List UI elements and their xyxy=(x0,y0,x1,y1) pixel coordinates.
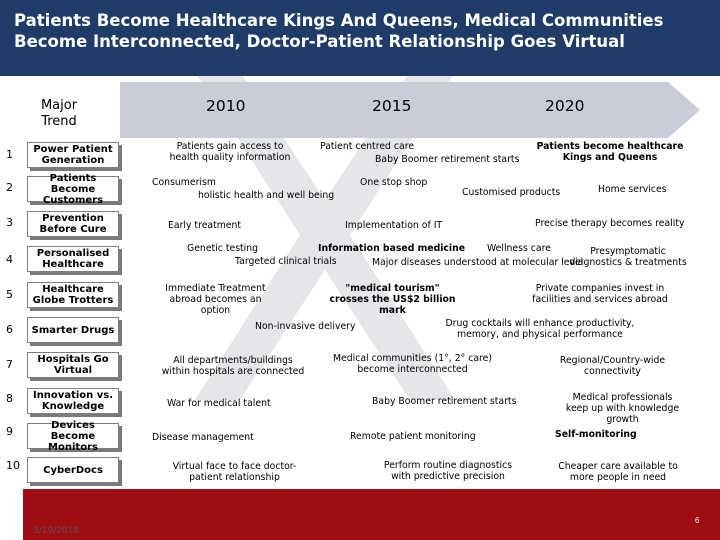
year-2015: 2015 xyxy=(372,97,412,115)
milestone: Information based medicine xyxy=(318,243,466,254)
milestone: Medical professionals keep up with knowledge growth xyxy=(565,392,680,425)
milestone: "medical tourism" crosses the US$2 billion mark xyxy=(329,283,456,316)
trend-number: 3 xyxy=(6,216,13,229)
trend-box: Personalised Healthcare xyxy=(27,246,119,272)
trend-box: Prevention Before Cure xyxy=(27,211,119,237)
milestone: holistic health and well being xyxy=(198,190,335,201)
milestone: Remote patient monitoring xyxy=(350,431,476,442)
milestone: Cheaper care available to more people in need xyxy=(558,461,678,483)
trend-box: Innovation vs. Knowledge xyxy=(27,388,119,414)
major-trend-header: Major Trend xyxy=(40,98,78,129)
trend-box: Hospitals Go Virtual xyxy=(27,352,119,378)
milestone: Non-invasive delivery xyxy=(255,321,356,332)
milestone: Major diseases understood at molecular level xyxy=(372,257,584,268)
milestone: Patient centred care xyxy=(320,141,415,152)
milestone: Presymptomatic diagnostics & treatments xyxy=(569,246,687,268)
footer-date: 3/19/2018 xyxy=(33,526,80,536)
milestone: Customised products xyxy=(462,187,561,198)
milestone: Self-monitoring xyxy=(555,429,637,440)
page-title: Patients Become Healthcare Kings And Queens, Medical Communities Become Interconnected, Doctor-Patient Relationship Goes Virtual xyxy=(14,11,664,51)
year-2010: 2010 xyxy=(206,97,246,115)
milestone: Private companies invest in facilities and services abroad xyxy=(532,283,668,305)
trend-number: 4 xyxy=(6,253,13,266)
trend-number: 5 xyxy=(6,288,13,301)
milestone: Genetic testing xyxy=(187,243,259,254)
milestone: All departments/buildings within hospitals are connected xyxy=(161,355,305,377)
page-number: 6 xyxy=(695,516,700,525)
milestone: Consumerism xyxy=(152,177,216,188)
year-2020: 2020 xyxy=(545,97,585,115)
milestone: Immediate Treatment abroad becomes an option xyxy=(165,283,266,316)
trend-number: 6 xyxy=(6,323,13,336)
trend-number: 1 xyxy=(6,148,13,161)
title-banner xyxy=(0,0,720,76)
trend-box: Patients Become Customers xyxy=(27,176,119,202)
trend-box: CyberDocs xyxy=(27,457,119,483)
milestone: Virtual face to face doctor- patient relationship xyxy=(172,461,297,483)
trend-box: Smarter Drugs xyxy=(27,317,119,343)
footer-bar xyxy=(23,489,720,540)
milestone: Baby Boomer retirement starts xyxy=(375,154,520,165)
trend-box: Devices Become Monitors xyxy=(27,423,119,449)
milestone: Disease management xyxy=(152,432,254,443)
trend-number: 10 xyxy=(6,459,20,472)
milestone: Home services xyxy=(598,184,667,195)
milestone: Baby Boomer retirement starts xyxy=(372,396,517,407)
milestone: Targeted clinical trials xyxy=(235,256,337,267)
milestone: Drug cocktails will enhance productivity, memory, and physical performance xyxy=(445,318,635,340)
milestone: Precise therapy becomes reality xyxy=(535,218,685,229)
trend-number: 9 xyxy=(6,425,13,438)
milestone: Medical communities (1°, 2° care) become interconnected xyxy=(333,353,492,375)
milestone: Regional/Country-wide connectivity xyxy=(559,355,666,377)
milestone: Patients become healthcare Kings and Queens xyxy=(536,141,684,163)
milestone: Wellness care xyxy=(487,243,551,254)
trend-box: Power Patient Generation xyxy=(27,142,119,168)
trend-box: Healthcare Globe Trotters xyxy=(27,282,119,308)
trend-number: 2 xyxy=(6,181,13,194)
milestone: Patients gain access to health quality information xyxy=(169,141,291,163)
milestone: Perform routine diagnostics with predictive precision xyxy=(383,460,513,482)
milestone: Implementation of IT xyxy=(345,220,443,231)
trend-number: 7 xyxy=(6,358,13,371)
milestone: Early treatment xyxy=(168,220,242,231)
milestone: One stop shop xyxy=(360,177,428,188)
milestone: War for medical talent xyxy=(167,398,271,409)
trend-number: 8 xyxy=(6,392,13,405)
